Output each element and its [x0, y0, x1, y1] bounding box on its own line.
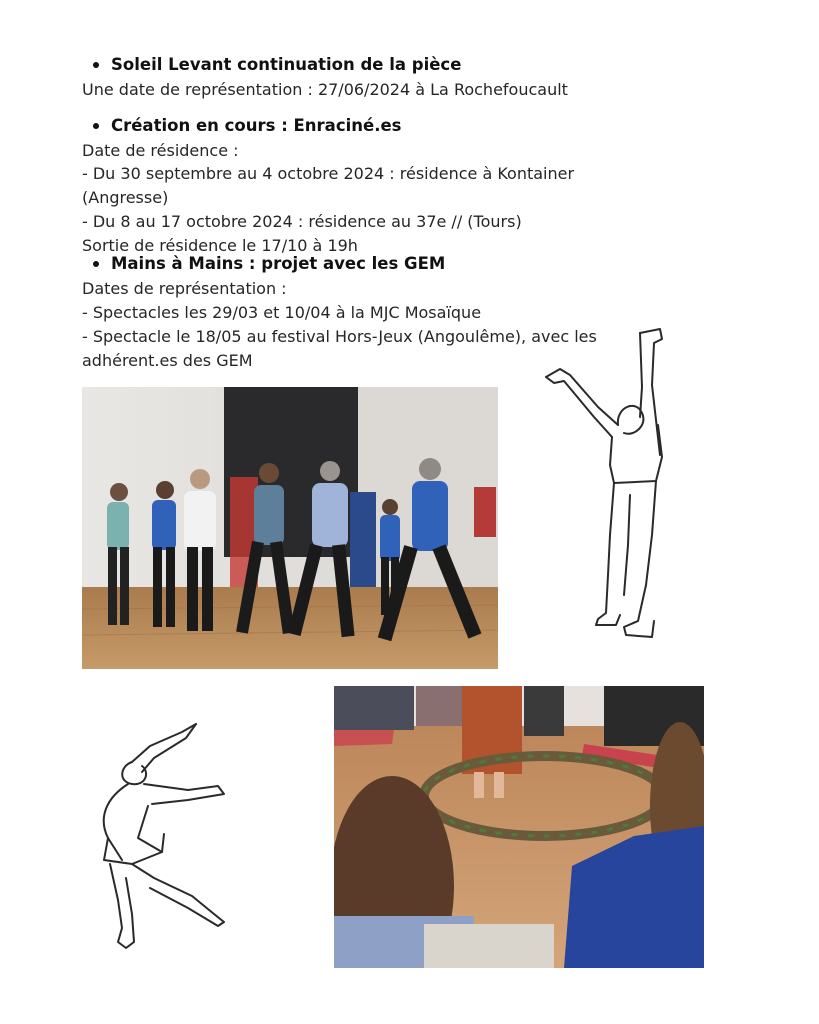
section-line: adhérent.es des GEM — [82, 351, 253, 370]
section-line: Sortie de résidence le 17/10 à 19h — [82, 236, 358, 255]
bullet-dot — [93, 261, 99, 267]
section-line: - Du 8 au 17 octobre 2024 : résidence au 37e // (Tours) — [82, 212, 522, 231]
circle-workshop-photo — [334, 686, 704, 968]
line-drawing-dancer-leaning — [92, 718, 242, 958]
section-line: (Angresse) — [82, 188, 169, 207]
section-heading-soleil-levant — [111, 53, 461, 77]
circle-workshop-illustration — [334, 686, 704, 968]
section-line: - Du 30 septembre au 4 octobre 2024 : résidence à Kontainer — [82, 164, 575, 183]
section-line: - Spectacle le 18/05 au festival Hors-Jeux (Angoulême), avec les — [82, 327, 597, 346]
section-line: - Spectacles les 29/03 et 10/04 à la MJC Mosaïque — [82, 303, 482, 322]
bullet-dot — [93, 123, 99, 129]
bullet-dot — [93, 62, 99, 68]
dance-rehearsal-photo — [82, 387, 498, 669]
heading-text: Soleil Levant continuation de la pièce — [111, 55, 462, 74]
heading-text: Mains à Mains : projet avec les GEM — [111, 254, 446, 273]
line-drawing-raised-arms — [540, 325, 670, 645]
figure-arms-up-icon — [540, 325, 670, 645]
section-heading-mains-a-mains — [111, 252, 445, 276]
section-line: Une date de représentation : 27/06/2024 à La Rochefoucault — [82, 80, 568, 99]
section-heading-enracine — [111, 114, 401, 138]
section-line: Date de résidence : — [82, 141, 239, 160]
section-line: Dates de représentation : — [82, 279, 287, 298]
dance-rehearsal-illustration — [82, 387, 498, 669]
figure-dancer-icon — [92, 718, 242, 958]
heading-text: Création en cours : Enraciné.es — [111, 116, 402, 135]
